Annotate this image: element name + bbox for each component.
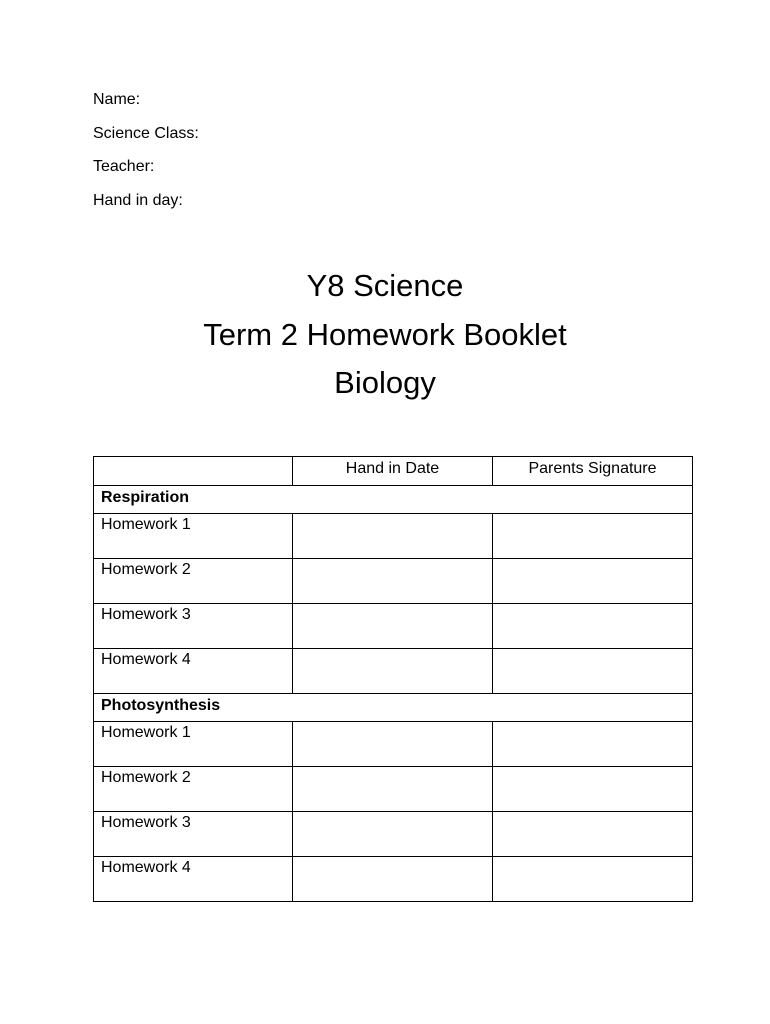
table-row — [94, 812, 693, 857]
science-class-field-label: Science Class: — [93, 124, 199, 142]
row-label: Homework 1 — [94, 722, 293, 767]
name-field-label: Name: — [93, 91, 141, 108]
teacher-field-label: Teacher: — [93, 158, 155, 175]
hand-in-date-cell[interactable] — [293, 604, 493, 649]
hand-in-date-cell[interactable] — [293, 767, 493, 812]
section-row-respiration — [94, 486, 693, 514]
hand-in-date-cell[interactable] — [293, 559, 493, 604]
hand-in-date-cell[interactable] — [293, 514, 493, 559]
section-title: Photosynthesis — [94, 694, 693, 722]
hand-in-day-field-label: Hand in day: — [93, 191, 183, 209]
hand-in-date-cell[interactable] — [293, 857, 493, 902]
table-row — [94, 514, 693, 559]
table-row — [94, 559, 693, 604]
header-cell-blank — [94, 457, 293, 486]
table-row — [94, 767, 693, 812]
section-row-photosynthesis — [94, 694, 693, 722]
hand-in-date-cell[interactable] — [293, 812, 493, 857]
parents-signature-cell[interactable] — [493, 559, 693, 604]
header-cell-parents-signature: Parents Signature — [493, 457, 693, 486]
table-row — [94, 722, 693, 767]
row-label: Homework 3 — [94, 604, 293, 649]
title-line-2: Term 2 Homework Booklet — [203, 316, 567, 352]
title-line-3: Biology — [334, 365, 436, 400]
row-label: Homework 3 — [94, 812, 293, 857]
parents-signature-cell[interactable] — [493, 649, 693, 694]
hand-in-date-cell[interactable] — [293, 722, 493, 767]
parents-signature-cell[interactable] — [493, 767, 693, 812]
homework-table — [93, 456, 693, 902]
row-label: Homework 4 — [94, 649, 293, 694]
document-title — [0, 262, 770, 408]
table-row — [94, 857, 693, 902]
header-cell-hand-in-date: Hand in Date — [293, 457, 493, 486]
table-row — [94, 604, 693, 649]
row-label: Homework 1 — [94, 514, 293, 559]
table-row — [94, 649, 693, 694]
student-info-list — [93, 90, 199, 224]
parents-signature-cell[interactable] — [493, 857, 693, 902]
parents-signature-cell[interactable] — [493, 812, 693, 857]
row-label: Homework 2 — [94, 559, 293, 604]
parents-signature-cell[interactable] — [493, 722, 693, 767]
parents-signature-cell[interactable] — [493, 514, 693, 559]
title-line-1: Y8 Science — [306, 268, 464, 303]
row-label: Homework 2 — [94, 767, 293, 812]
parents-signature-cell[interactable] — [493, 604, 693, 649]
table-header-row — [94, 457, 693, 486]
row-label: Homework 4 — [94, 857, 293, 902]
hand-in-date-cell[interactable] — [293, 649, 493, 694]
section-title: Respiration — [94, 486, 693, 514]
